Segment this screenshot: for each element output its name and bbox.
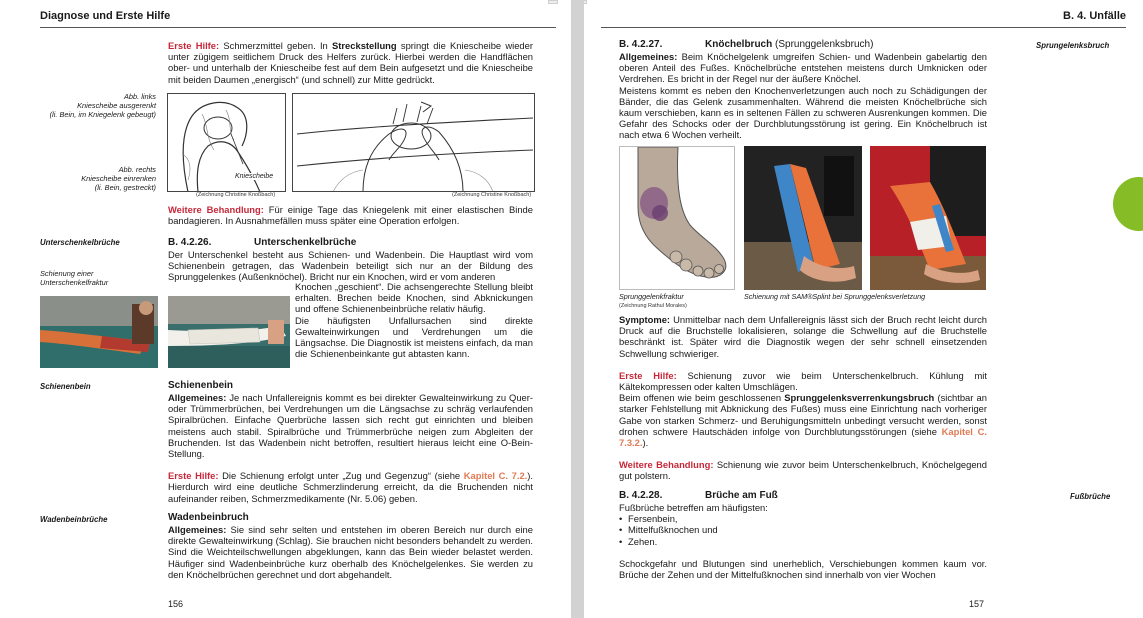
first-aid-label: Erste Hilfe: [619, 369, 677, 381]
section-426-paragraph-2 [295, 281, 533, 370]
sam-splint-photo-icon [870, 146, 986, 290]
subheading-schienenbein: Schienenbein [168, 380, 234, 391]
list-item: • Mittelfußknochen und [619, 524, 987, 535]
wadenbein-text [168, 524, 533, 580]
bold-term: Sprunggelenksverrenkungsbruch [784, 392, 935, 404]
running-head-left: Diagnose und Erste Hilfe [40, 10, 171, 22]
text-paragraph: Schockgefahr und Blutungen sind unerheblich, Verschiebungen kommen kaum vor. Brüche der Zehen und der Mittelfußknochen sind innerhalb von vier Wochen [619, 557, 987, 581]
first-aid-paragraph [619, 370, 987, 448]
schienenbein-text [168, 392, 533, 515]
section-title: Knöchelbruch [705, 39, 773, 50]
text-paragraph: Meistens kommt es neben den Knochenverletzungen auch noch zu Schädigungen der Bänder, die das Gelenk zusammenhalten. Während die meisten Knöchelbrüche sich kaum verschieben, kann es in seltenen Fällen zu schweren Ausrenkungen kommen. Die Gefahr des Schocks oder der Durchblutungsstörung ist gering. Ein Knöchelbruch ist nach etwa 6 Wochen verheilt. [619, 84, 987, 141]
text-paragraph: Die häufigsten Unfallursachen sind direkte Gewalteinwirkungen und Verdrehungen um die Längsachse. Die Diagnostik ist meistens einfach, da man die Schienenbeinkante gut abtasten kann. [295, 314, 533, 360]
section-heading-4-2-26 [168, 237, 356, 249]
chapter-thumb-tab [1113, 177, 1143, 231]
margin-label-unterschenkel: Unterschenkelbrüche [40, 238, 120, 247]
sam-splint-photo-icon [744, 146, 862, 290]
section-title: Brüche am Fuß [705, 490, 778, 501]
schienenbein-first-aid [168, 470, 533, 504]
photo-splint-1 [40, 296, 158, 368]
leg-splint-photo-icon [40, 296, 158, 368]
margin-label-fussbrueche: Fußbrüche [1070, 492, 1111, 501]
photo-sam-splint-2 [870, 146, 986, 290]
section-title-suffix: (Sprunggelenksbruch) [772, 39, 874, 50]
further-treatment-label: Weitere Behandlung: [168, 204, 264, 215]
section-426-paragraph-1 [168, 249, 533, 283]
general-label: Allgemeines: [619, 51, 678, 62]
text-paragraph: Knochen „geschient“. Die achsengerechte Stellung bleibt erhalten. Brechen beide Knochen, sind Abknickungen und offene Schienenbeinbrüche relativ häufig. [295, 281, 533, 315]
margin-label-wadenbein: Wadenbeinbrüche [40, 515, 108, 524]
first-aid-kneecap-paragraph [168, 40, 533, 85]
page-edge-marker [548, 0, 558, 4]
further-treatment-kneecap [168, 204, 533, 226]
kneecap-label: Kniescheibe [235, 173, 274, 180]
text-run: (sichtbar an starker Fehlstellung mit Abknickung des Fußes) muss eine Einrichtung nach vorheriger Gabe von starken Schmerz- und Beruhigungsmitteln unbedingt versucht werden, sonst drohen schwere Hautschäden infolge von Durchblutungsstörungen (siehe [619, 392, 987, 437]
text-run: ). [642, 437, 649, 449]
note-line: Kniescheibe ausgerenkt [77, 101, 156, 110]
list-item: • Zehen. [619, 536, 987, 547]
figure-note-left [30, 92, 156, 119]
text-run: Je nach Unfallereignis kommt es bei direkter Gewalteinwirkung zu Quer- oder Trümmerbrüchen, bei Verdrehungen um die Längsachse zu schräg verlaufenden Spiralbrüchen. Einfache Querbrüche lassen sich recht gut einrichten und bleiben meistens auch stabil. Spiralbrüche und Trümmerbrüche neigen zum Abgleiten der Bruchenden. Ist das Wadenbein nicht betroffen, resultiert hieraus leicht eine O-Bein-Stellung. [168, 392, 533, 460]
text-run: Schienung zuvor wie beim Unterschenkelbruch. Kühlung mit Kältekompressen oder kalten Umschlägen. [619, 369, 987, 393]
figure-credit: (Zeichnung Christine Knoßbach) [196, 192, 276, 198]
photo-sam-splint-1 [744, 146, 862, 290]
photo-splint-2 [168, 296, 290, 368]
subheading-wadenbein: Wadenbeinbruch [168, 512, 249, 523]
text-run: ). Hierdurch wird eine deutliche Schmerzlinderung erreicht, da die Bruchenden nicht aufeinander reiben, Schmerzmedikamente (Nr. 5.06) geben. [168, 470, 533, 504]
page-number-right: 157 [969, 599, 985, 609]
first-aid-label: Erste Hilfe: [168, 470, 219, 482]
note-line: Kniescheibe einrenken [81, 174, 156, 183]
section-number: B. 4.2.28. [619, 490, 663, 501]
running-head-right: B. 4. Unfälle [1063, 10, 1126, 22]
note-line: Schienung einer [40, 269, 94, 278]
text-line: Fußbrüche betreffen am häufigsten: [619, 502, 768, 513]
section-title: Unterschenkelbrüche [254, 237, 357, 248]
section-heading-4-2-27 [619, 39, 873, 51]
left-page [0, 0, 571, 618]
ankle-fracture-icon [620, 147, 735, 290]
figure-credit: (Zeichnung Rathul Morales) [619, 303, 687, 309]
further-treatment-paragraph [619, 459, 987, 481]
text-run: Die Schienung erfolgt unter „Zug und Gegenzug“ (siehe [218, 470, 464, 482]
figure-caption-ankle: Sprunggelenkfraktur [619, 292, 684, 301]
photo-note-splint [40, 269, 150, 287]
text-run: springt die Kniescheibe wieder unter zügigem seitlichem Druck des Helfers zurück. Hierbei werden die Handflächen ober- und unterhalb der Kniescheibe fest auf dem Bein aufgesetzt und die Kniescheibe mit beiden Daumen „energisch“ (und schnell) zur Mitte gedrückt. [168, 40, 533, 85]
note-line: Abb. links [123, 92, 156, 101]
chapter-link[interactable]: Kapitel C. 7.2. [463, 470, 528, 482]
section-427-text [619, 51, 987, 152]
text-run: Unmittelbar nach dem Unfallereignis lässt sich der Bruch recht leicht durch Druck auf die Bruchstelle lokalisieren, solange die Schwellung auf die Bruchstelle beschränkt ist. Später wird die Diagnostik wegen der sehr schnell einsetzenden Schwellung schwieriger. [619, 314, 987, 359]
section-number: B. 4.2.26. [168, 237, 212, 248]
text-run: Beim offenen wie beim geschlossenen [619, 392, 785, 404]
bold-term: Streckstellung [332, 40, 397, 51]
fracture-site-list [619, 513, 987, 547]
schienenbein-general [168, 392, 533, 459]
text-run: Schienung wie zuvor beim Unterschenkelbruch, Knöchelgegend gut polstern. [619, 459, 987, 482]
section-number: B. 4.2.27. [619, 39, 663, 50]
text-run: Beim Knöchelgelenk umgreifen Schien- und Wadenbein gabelartig den oberen Anteil des Fußes. Knöchelbrüche entstehen meistens durch Umknicken oder Verdrehen. Es bricht in der Regel nur der äußere Knöchel. [619, 51, 987, 85]
chapter-link[interactable]: Kapitel C. 7.3.2. [619, 425, 987, 449]
symptoms-paragraph [619, 314, 987, 359]
page-number-left: 156 [168, 599, 184, 609]
text-run: Für einige Tage das Kniegelenk mit einer elastischen Binde bandagieren. In Ausnahmefällen muss später eine Operation erfolgen. [168, 204, 533, 227]
text-run: Schmerzmittel geben. In [219, 40, 333, 51]
note-line: Unterschenkelfraktur [40, 278, 109, 287]
header-rule [601, 27, 1126, 28]
text-run: Der Unterschenkel besteht aus Schienen- und Wadenbein. Die Hauptlast wird vom Schienenbein getragen, das Wadenbein beteiligt sich nur an der Bildung des Sprunggelenkes (Außenknöchel). Bricht nur ein Knochen, wird er vom anderen [168, 249, 533, 283]
figure-credit: (Zeichnung Christine Knoßbach) [452, 192, 532, 198]
right-page [584, 0, 1143, 618]
ankle-fracture-drawing [619, 146, 735, 290]
figure-note-right [30, 165, 156, 192]
further-treatment-label: Weitere Behandlung: [619, 459, 714, 471]
section-428-text [619, 502, 987, 580]
section-427-general [619, 51, 987, 85]
text-run: Sie sind sehr selten und entstehen im oberen Bereich nur durch eine direkte Gewalteinwirkung (Schlag). Sie brauchen nicht besonders behandelt zu werden. Sind die Weichteilschwellungen abgeklungen, kann das Bein wieder belastet werden. Häufiger sind Wadenbeinbrüche kurz oberhalb des Knöchelgelenkes. Sie werden zu den Knöchelbrüchen gerechnet und dort abgehandelt. [168, 524, 533, 580]
page-edge-marker [584, 0, 587, 4]
hands-reducing-knee-icon [293, 94, 535, 192]
note-line: Abb. rechts [118, 165, 156, 174]
knee-dislocated-drawing [167, 93, 286, 192]
margin-label-sprunggelenk: Sprungelenksbruch [1036, 41, 1110, 50]
note-line: (li. Bein, gestreckt) [94, 183, 156, 192]
figure-caption-splint: Schienung mit SAM®Splint bei Sprunggelenksverletzung [744, 292, 926, 301]
general-label: Allgemeines: [168, 392, 227, 403]
first-aid-label: Erste Hilfe: [168, 40, 220, 51]
margin-label-schienenbein: Schienenbein [40, 382, 91, 391]
section-heading-4-2-28 [619, 490, 778, 502]
symptoms-label: Symptome: [619, 314, 671, 325]
note-line: (li. Bein, im Kniegelenk gebeugt) [49, 110, 156, 119]
section-427-care [619, 314, 987, 493]
kneecap-reduction-drawing [292, 93, 535, 192]
list-item: • Fersenbein, [619, 513, 987, 524]
general-label: Allgemeines: [168, 524, 227, 535]
leg-splint-photo-icon [168, 296, 290, 368]
header-rule [40, 27, 556, 28]
